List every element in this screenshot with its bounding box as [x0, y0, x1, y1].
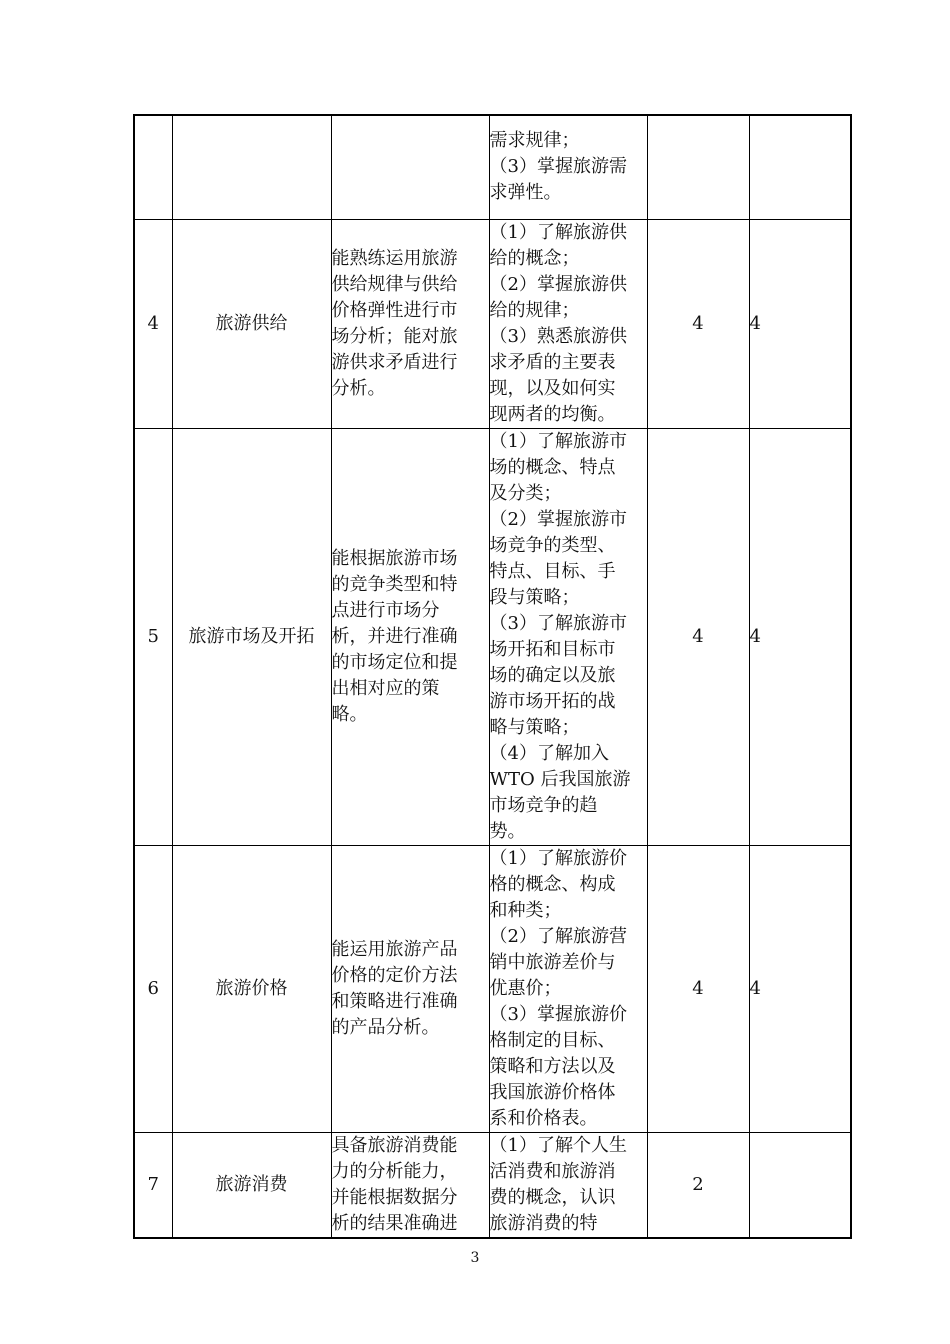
- requirement-line: 段与策略；: [489, 586, 580, 608]
- row-number-cell: [134, 115, 172, 219]
- ability-line: 价格弹性进行市: [331, 299, 458, 321]
- table-row: [134, 845, 851, 1132]
- hours-cell-a: [647, 1132, 749, 1238]
- ability-line: 具备旅游消费能: [331, 1134, 458, 1156]
- ability-line: 场分析；能对旅: [331, 325, 458, 347]
- row-number: 5: [147, 625, 159, 647]
- ability-cell: [331, 219, 489, 428]
- requirements-cell: [489, 845, 647, 1132]
- requirement-line: （2）了解旅游营: [489, 925, 627, 947]
- ability-line: 能根据旅游市场: [331, 547, 458, 569]
- requirement-line: （2）掌握旅游市: [489, 508, 627, 530]
- hours-value-a: 4: [692, 977, 704, 999]
- requirement-line: 求矛盾的主要表: [489, 351, 616, 373]
- requirement-line: 及分类；: [489, 482, 562, 504]
- ability-line: 析的结果准确进: [331, 1212, 458, 1234]
- requirement-line: 格制定的目标、: [489, 1029, 616, 1051]
- hours-cell-b: [749, 219, 851, 428]
- ability-line: 的竞争类型和特: [331, 573, 458, 595]
- requirement-line: 略与策略；: [489, 716, 580, 738]
- ability-line: 的产品分析。: [331, 1016, 440, 1038]
- requirements-cell: [489, 219, 647, 428]
- hours-cell-a: [647, 115, 749, 219]
- requirement-line: （3）掌握旅游需: [489, 156, 627, 178]
- hours-value-b: 4: [749, 312, 761, 334]
- requirement-line: （3）熟悉旅游供: [489, 325, 627, 347]
- requirement-line: （1）了解旅游价: [489, 847, 627, 869]
- requirement-line: （4）了解加入: [489, 742, 609, 764]
- row-number-cell: [134, 1132, 172, 1238]
- requirement-line: 现，以及如何实: [489, 377, 616, 399]
- table-row: [134, 115, 851, 219]
- requirement-line: 格的概念、构成: [489, 873, 616, 895]
- requirements-cell: [489, 428, 647, 845]
- module-name-cell: [172, 1132, 331, 1238]
- requirement-line: （2）掌握旅游供: [489, 273, 627, 295]
- ability-line: 和策略进行准确: [331, 990, 458, 1012]
- requirement-line: 费的概念，认识: [489, 1186, 616, 1208]
- table-row: [134, 428, 851, 845]
- hours-cell-a: [647, 428, 749, 845]
- ability-line: 能运用旅游产品: [331, 938, 458, 960]
- curriculum-table-body: [134, 115, 851, 1238]
- requirement-line: 需求规律；: [489, 130, 580, 152]
- ability-line: 能熟练运用旅游: [331, 247, 458, 269]
- module-name-cell: [172, 428, 331, 845]
- module-name: 旅游供给: [215, 312, 288, 334]
- requirement-line: 活消费和旅游消: [489, 1160, 616, 1182]
- requirement-line: WTO 后我国旅游: [489, 768, 631, 790]
- requirement-line: （1）了解旅游供: [489, 221, 627, 243]
- requirement-line: （3）了解旅游市: [489, 612, 627, 634]
- curriculum-table: [133, 114, 852, 1239]
- requirement-line: 给的概念；: [489, 247, 580, 269]
- requirement-line: 场的概念、特点: [489, 456, 616, 478]
- requirement-line: （3）掌握旅游价: [489, 1003, 627, 1025]
- module-name-cell: [172, 845, 331, 1132]
- requirement-line: 场的确定以及旅: [489, 664, 616, 686]
- ability-line: 略。: [331, 703, 368, 725]
- requirement-line: 给的规律；: [489, 299, 580, 321]
- ability-line: 点进行市场分: [331, 599, 440, 621]
- requirement-line: （1）了解旅游市: [489, 430, 627, 452]
- requirement-line: 场竞争的类型、: [489, 534, 616, 556]
- ability-line: 的市场定位和提: [331, 651, 458, 673]
- requirement-line: 市场竞争的趋: [489, 794, 598, 816]
- requirement-line: 特点、目标、手: [489, 560, 616, 582]
- requirement-line: 势。: [489, 820, 526, 842]
- requirement-line: 优惠价；: [489, 977, 562, 999]
- page-number: 3: [470, 1250, 480, 1266]
- table-row: [134, 1132, 851, 1238]
- row-number: 4: [147, 312, 159, 334]
- requirement-line: 策略和方法以及: [489, 1055, 616, 1077]
- row-number-cell: [134, 845, 172, 1132]
- ability-line: 析，并进行准确: [331, 625, 458, 647]
- ability-line: 游供求矛盾进行: [331, 351, 458, 373]
- module-name: 旅游消费: [215, 1173, 288, 1195]
- hours-cell-a: [647, 219, 749, 428]
- requirement-line: 我国旅游价格体: [489, 1081, 616, 1103]
- ability-line: 出相对应的策: [331, 677, 440, 699]
- hours-value-b: 4: [749, 625, 761, 647]
- ability-line: 供给规律与供给: [331, 273, 458, 295]
- requirement-line: 现两者的均衡。: [489, 403, 616, 425]
- module-name: 旅游价格: [215, 977, 288, 999]
- requirement-line: 旅游消费的特: [489, 1212, 598, 1234]
- ability-cell: [331, 428, 489, 845]
- ability-cell: [331, 845, 489, 1132]
- hours-cell-b: [749, 845, 851, 1132]
- requirement-line: 求弹性。: [489, 182, 562, 204]
- row-number: 7: [147, 1173, 159, 1195]
- requirement-line: （1）了解个人生: [489, 1134, 627, 1156]
- ability-line: 分析。: [331, 377, 386, 399]
- requirements-cell: [489, 1132, 647, 1238]
- ability-cell: [331, 115, 489, 219]
- table-row: [134, 219, 851, 428]
- hours-value-a: 4: [692, 625, 704, 647]
- module-name-cell: [172, 115, 331, 219]
- ability-cell: [331, 1132, 489, 1238]
- requirement-line: 销中旅游差价与: [489, 951, 616, 973]
- row-number-cell: [134, 428, 172, 845]
- requirements-cell: [489, 115, 647, 219]
- ability-line: 力的分析能力，: [331, 1160, 458, 1182]
- hours-cell-a: [647, 845, 749, 1132]
- hours-value-a: 4: [692, 312, 704, 334]
- requirement-line: 游市场开拓的战: [489, 690, 616, 712]
- hours-cell-b: [749, 115, 851, 219]
- requirement-line: 和种类；: [489, 899, 562, 921]
- hours-value-a: 2: [692, 1173, 704, 1195]
- module-name: 旅游市场及开拓: [188, 625, 315, 647]
- requirement-line: 系和价格表。: [489, 1107, 598, 1129]
- hours-cell-b: [749, 428, 851, 845]
- row-number: 6: [147, 977, 159, 999]
- row-number-cell: [134, 219, 172, 428]
- ability-line: 价格的定价方法: [331, 964, 458, 986]
- requirement-line: 场开拓和目标市: [489, 638, 616, 660]
- module-name-cell: [172, 219, 331, 428]
- hours-value-b: 4: [749, 977, 761, 999]
- ability-line: 并能根据数据分: [331, 1186, 458, 1208]
- hours-cell-b: [749, 1132, 851, 1238]
